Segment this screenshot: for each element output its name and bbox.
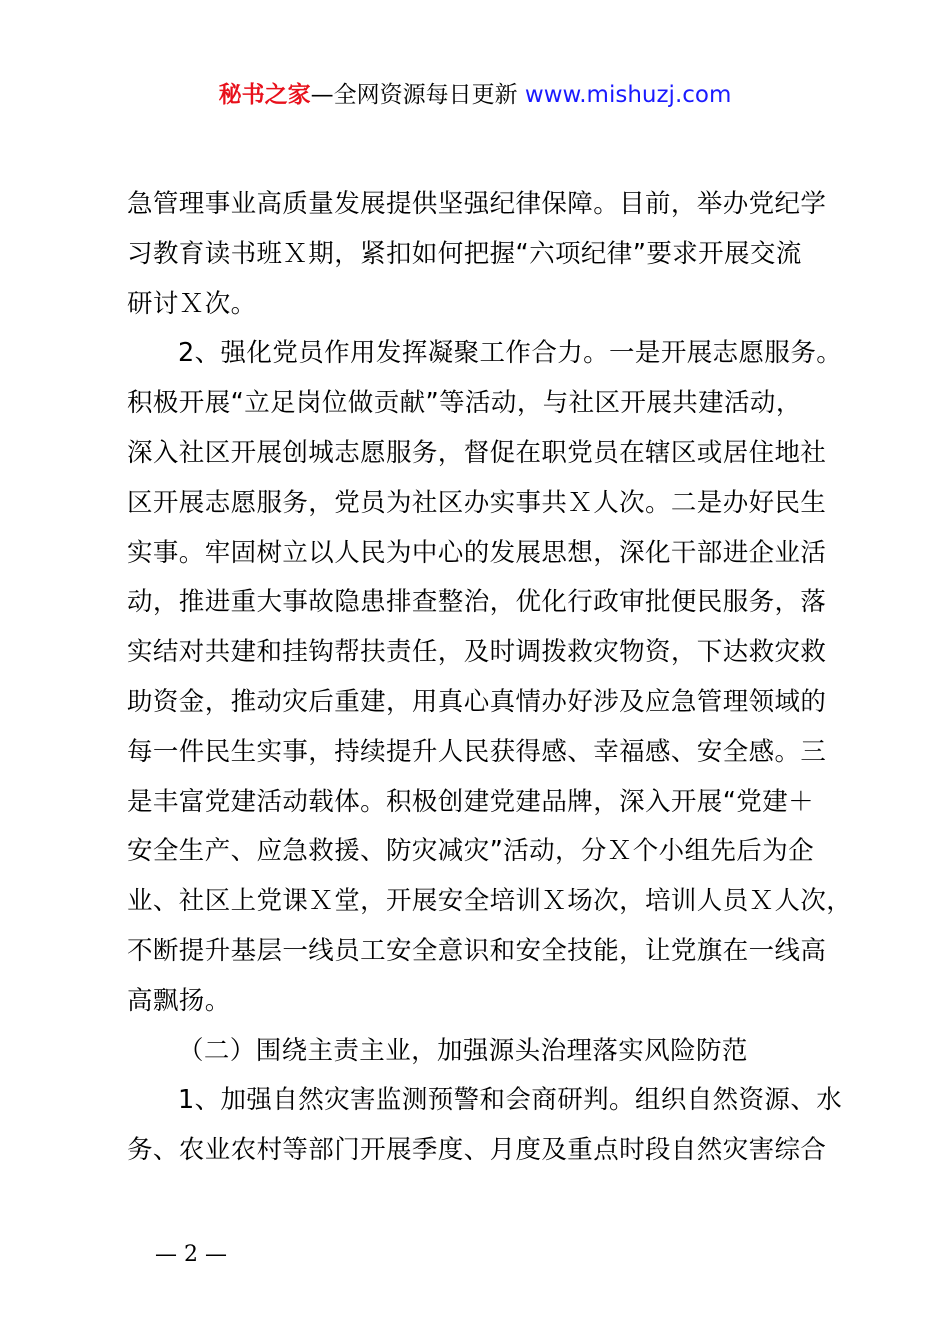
text-line: 动，推进重大事故隐患排查整治，优化行政审批便民服务，落 [127,587,827,618]
header-tagline: —全网资源每日更新 [310,82,518,108]
section-heading: （二）围绕主责主业，加强源头治理落实风险防范 [178,1035,748,1066]
text-line: 业、社区上党课Ｘ堂，开展安全培训Ｘ场次，培训人员Ｘ人次， [127,886,853,917]
text-line: 习教育读书班Ｘ期，紧扣如何把握“六项纪律”要求开展交流 [127,238,802,269]
text-line: 区开展志愿服务，党员为社区办实事共Ｘ人次。二是办好民生 [127,487,827,518]
page-number: — 2 — [155,1242,227,1267]
text-line: 是丰富党建活动载体。积极创建党建品牌，深入开展“党建＋ [127,786,815,817]
text-line: 安全生产、应急救援、防灾减灾”活动，分Ｘ个小组先后为企 [127,836,815,867]
text-line: 实事。牢固树立以人民为中心的发展思想，深化干部进企业活 [127,537,827,568]
text-line: 深入社区开展创城志愿服务，督促在职党员在辖区或居住地社 [127,437,827,468]
paragraph-start-line: 2、强化党员作用发挥凝聚工作合力。一是开展志愿服务。 [178,338,843,369]
watermark-header [0,78,950,112]
text-line: 积极开展“立足岗位做贡献”等活动，与社区开展共建活动， [127,388,802,419]
text-line: 急管理事业高质量发展提供坚强纪律保障。目前，举办党纪学 [127,189,827,219]
text-line: 不断提升基层一线员工安全意识和安全技能，让党旗在一线高 [127,935,827,966]
document-body [127,184,853,1180]
text-line: 务、农业农村等部门开展季度、月度及重点时段自然灾害综合 [127,1135,827,1166]
header-url[interactable]: www.mishuzj.com [524,82,732,108]
text-line: 高飘扬。 [127,985,231,1016]
text-line: 研讨Ｘ次。 [127,288,257,319]
text-line: 实结对共建和挂钩帮扶责任，及时调拨救灾物资，下达救灾救 [127,637,827,668]
text-line: 助资金，推动灾后重建，用真心真情办好涉及应急管理领域的 [127,686,827,717]
text-line: 每一件民生实事，持续提升人民获得感、幸福感、安全感。三 [127,736,827,767]
paragraph-start-line: 1、加强自然灾害监测预警和会商研判。组织自然资源、水 [178,1085,843,1116]
brand-name: 秘书之家 [218,82,311,108]
